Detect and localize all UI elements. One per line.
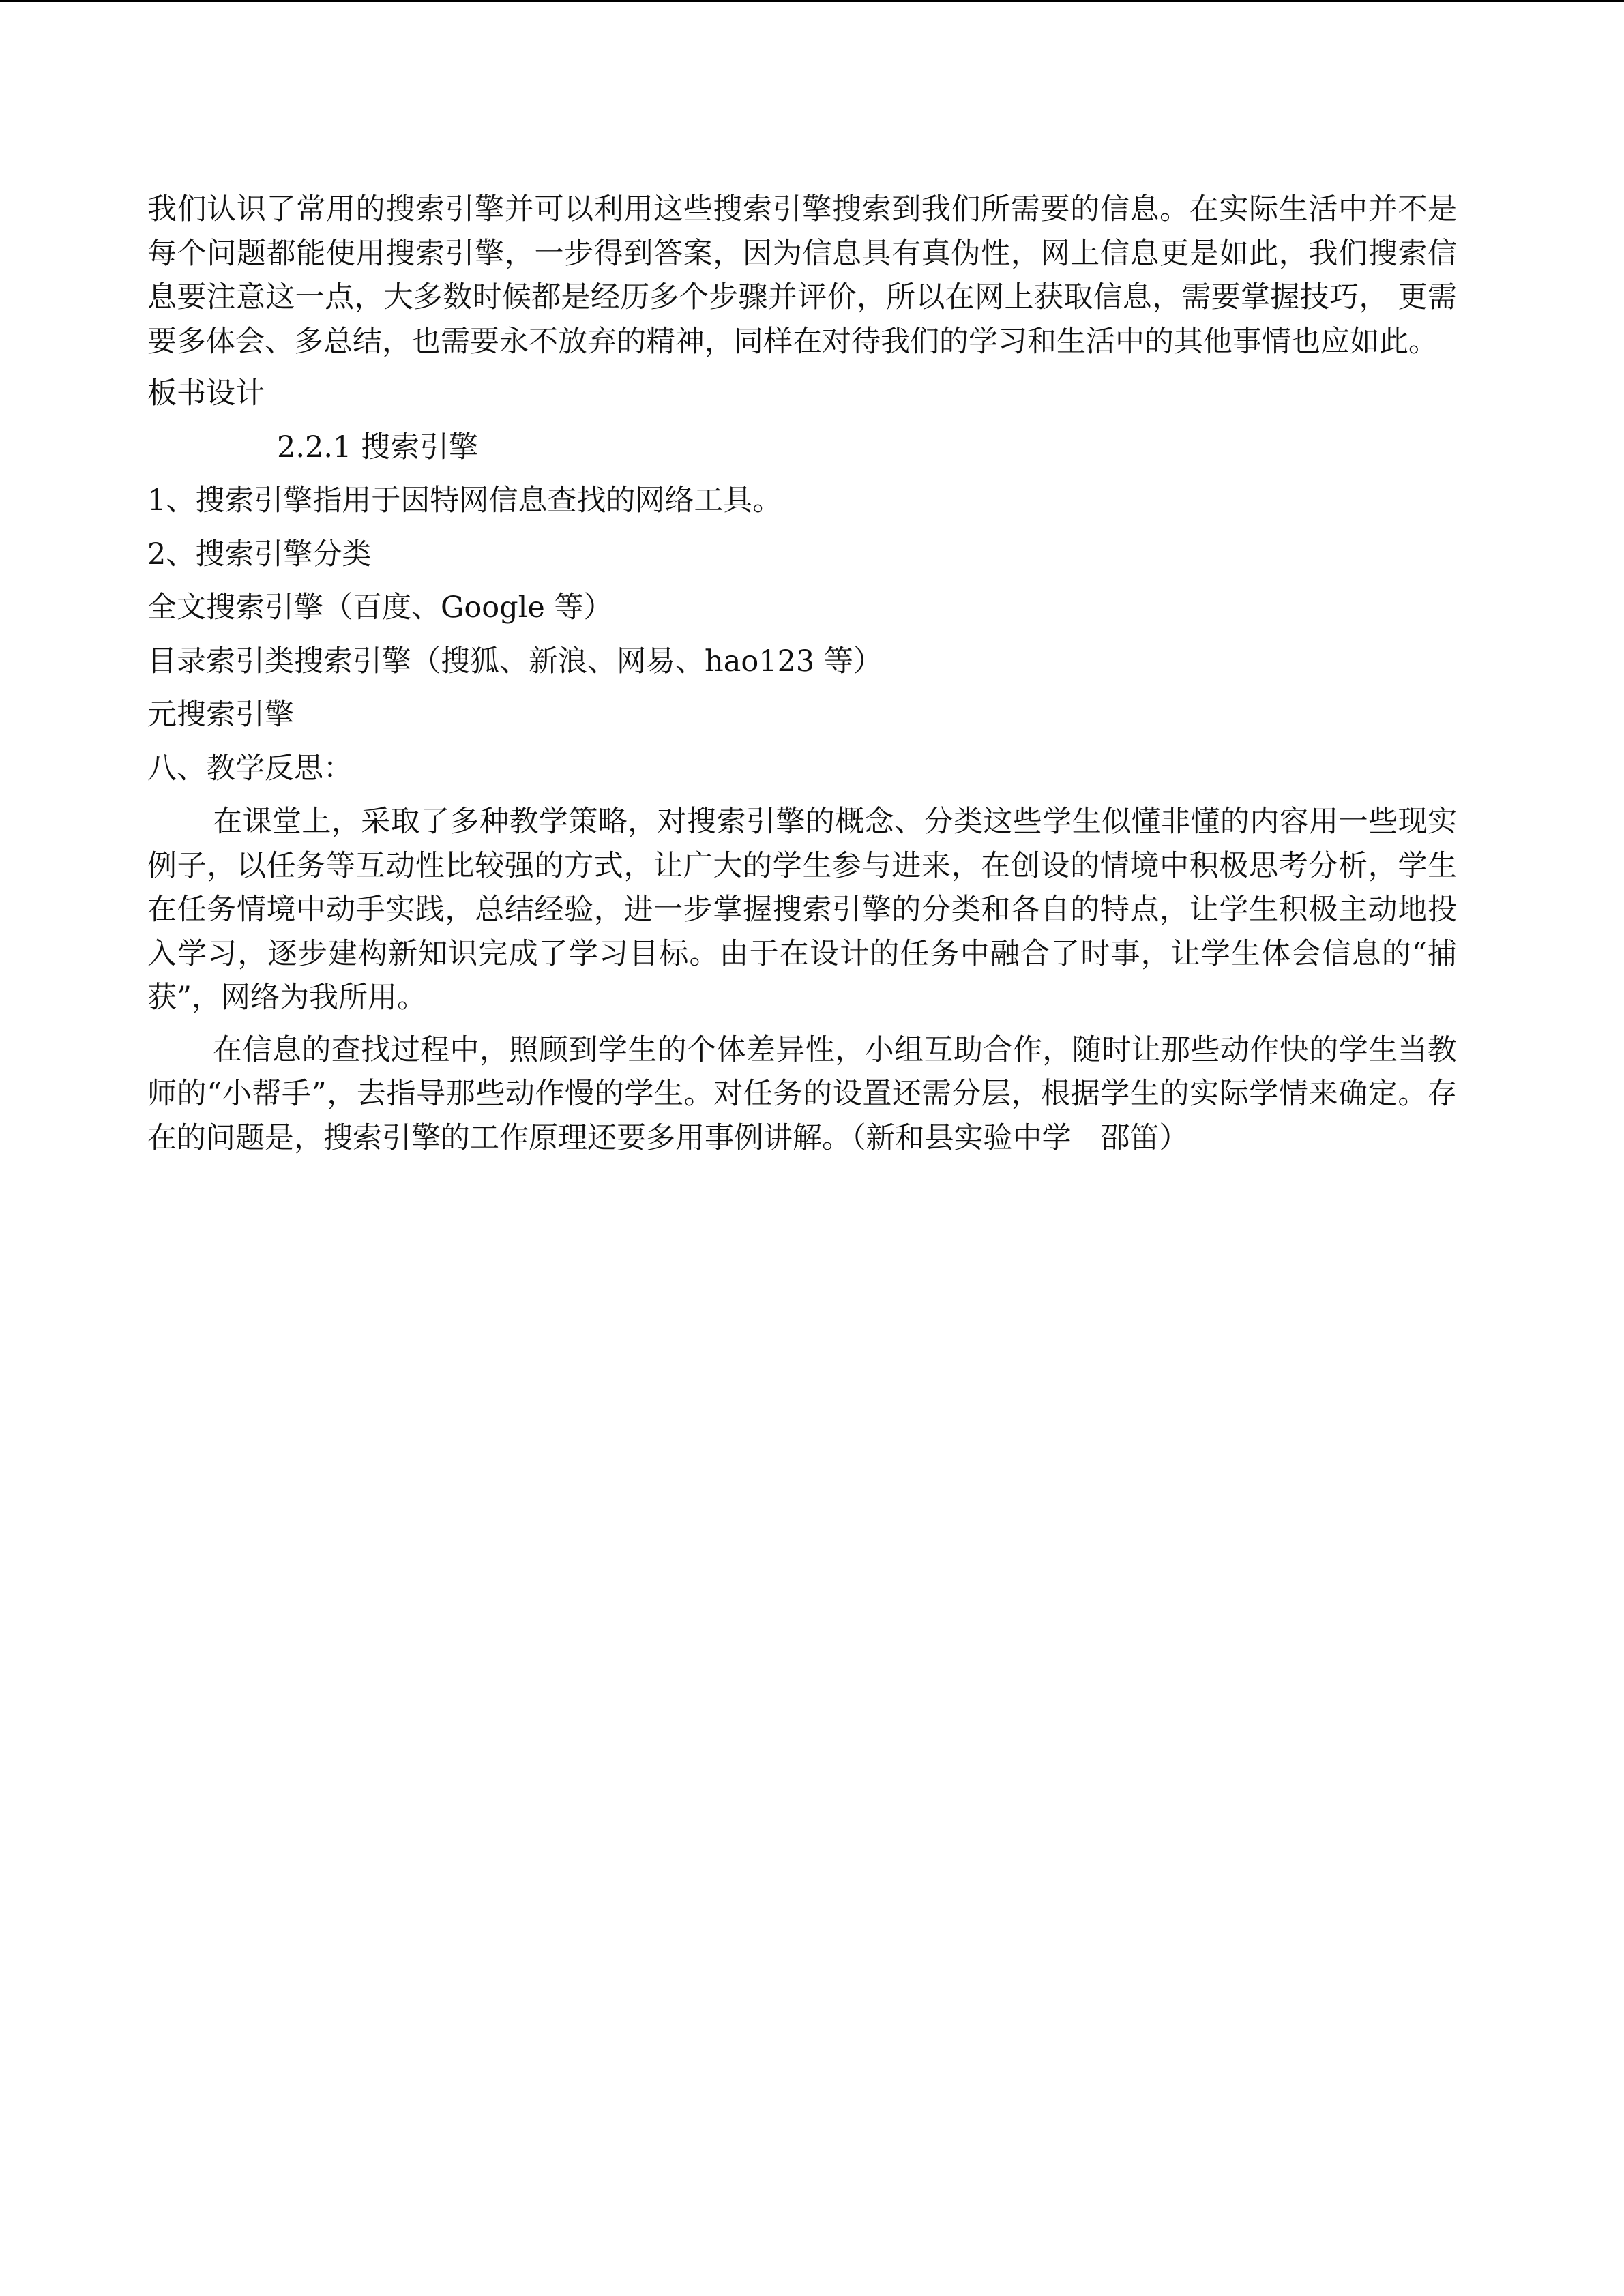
reflection-paragraph-2: 在信息的查找过程中，照顾到学生的个体差异性，小组互助合作，随时让那些动作快的学生当教师的“小帮手”，去指导那些动作慢的学生。对任务的设置还需分层，根据学生的实际学情来确定。存在的问题是，搜索引擎的工作原理还要多用事例讲解。（新和县实验中学 邵笛） xyxy=(147,1032,1457,1155)
intro-paragraph: 我们认识了常用的搜索引擎并可以利用这些搜索引擎搜索到我们所需要的信息。在实际生活中并不是每个问题都能使用搜索引擎，一步得到答案，因为信息具有真伪性，网上信息更是如此，我们搜索信息要注意这一点，大多数时候都是经历多个步骤并评价，所以在网上获取信息，需要掌握技巧， 更需要多体会、多总结，也需要永不放弃的精神，同样在对待我们的学习和生活中的其他事情也应如此。 xyxy=(147,192,1457,359)
reflection-paragraph-1: 在课堂上，采取了多种教学策略，对搜索引擎的概念、分类这些学生似懂非懂的内容用一些现实例子，以任务等互动性比较强的方式，让广大的学生参与进来，在创设的情境中积极思考分析，学生在任务情境中动手实践，总结经验，进一步掌握搜索引擎的分类和各自的特点，让学生积极主动地投入学习，逐步建构新知识完成了学习目标。由于在设计的任务中融合了时事，让学生体会信息的“捕获”，网络为我所用。 xyxy=(147,805,1457,1015)
reflection-heading: 八、教学反思： xyxy=(147,751,353,786)
board-design-label: 板书设计 xyxy=(147,376,265,411)
list-item-definition: 1、搜索引擎指用于因特网信息查找的网络工具。 xyxy=(147,483,782,518)
category-fulltext: 全文搜索引擎（百度、Google 等） xyxy=(147,591,613,625)
list-item-classification: 2、搜索引擎分类 xyxy=(147,537,372,571)
category-meta: 元搜索引擎 xyxy=(147,698,294,732)
document-body xyxy=(147,188,1457,1168)
board-title: 2.2.1 搜索引擎 xyxy=(277,430,479,464)
category-directory: 目录索引类搜索引擎（搜狐、新浪、网易、hao123 等） xyxy=(147,644,883,679)
